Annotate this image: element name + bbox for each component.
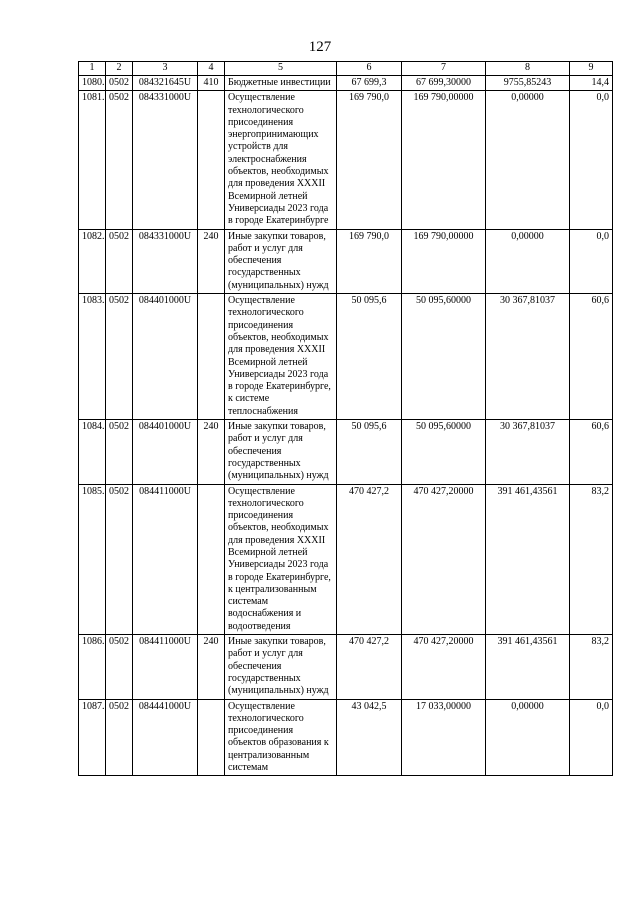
column-header: 6 — [337, 62, 402, 76]
percent-value: 0,0 — [570, 229, 613, 293]
plan-value: 50 095,6 — [337, 294, 402, 420]
table-row — [79, 91, 613, 229]
approved-value: 50 095,60000 — [402, 420, 486, 484]
plan-value: 470 427,2 — [337, 635, 402, 699]
column-header: 9 — [570, 62, 613, 76]
executed-value: 391 461,43561 — [486, 484, 570, 635]
target-code: 084401000U — [133, 420, 198, 484]
approved-value: 50 095,60000 — [402, 294, 486, 420]
table-row — [79, 484, 613, 635]
executed-value: 9755,85243 — [486, 76, 570, 91]
column-header: 8 — [486, 62, 570, 76]
section-code: 0502 — [106, 699, 133, 776]
section-code: 0502 — [106, 76, 133, 91]
column-header: 3 — [133, 62, 198, 76]
executed-value: 0,00000 — [486, 91, 570, 229]
section-code: 0502 — [106, 635, 133, 699]
row-number: 1085. — [79, 484, 106, 635]
table-row — [79, 420, 613, 484]
executed-value: 30 367,81037 — [486, 294, 570, 420]
executed-value: 0,00000 — [486, 229, 570, 293]
target-code: 084331000U — [133, 91, 198, 229]
item-name: Осуществление технологического присоединения объектов образования к централизованным системам — [225, 699, 337, 776]
column-header: 7 — [402, 62, 486, 76]
plan-value: 43 042,5 — [337, 699, 402, 776]
executed-value: 391 461,43561 — [486, 635, 570, 699]
expense-type: 240 — [198, 229, 225, 293]
item-name: Иные закупки товаров, работ и услуг для обеспечения государственных (муниципальных) нужд — [225, 420, 337, 484]
percent-value: 14,4 — [570, 76, 613, 91]
column-header: 5 — [225, 62, 337, 76]
percent-value: 83,2 — [570, 484, 613, 635]
section-code: 0502 — [106, 91, 133, 229]
target-code: 084331000U — [133, 229, 198, 293]
target-code: 084401000U — [133, 294, 198, 420]
approved-value: 169 790,00000 — [402, 91, 486, 229]
expense-type — [198, 699, 225, 776]
column-header: 4 — [198, 62, 225, 76]
approved-value: 67 699,30000 — [402, 76, 486, 91]
item-name: Иные закупки товаров, работ и услуг для обеспечения государственных (муниципальных) нужд — [225, 635, 337, 699]
section-code: 0502 — [106, 229, 133, 293]
page-number: 127 — [308, 39, 332, 55]
table-row — [79, 294, 613, 420]
percent-value: 60,6 — [570, 420, 613, 484]
row-number: 1083. — [79, 294, 106, 420]
header-row — [79, 62, 613, 76]
approved-value: 470 427,20000 — [402, 635, 486, 699]
table-row — [79, 699, 613, 776]
row-number: 1080. — [79, 76, 106, 91]
percent-value: 0,0 — [570, 91, 613, 229]
column-header: 1 — [79, 62, 106, 76]
item-name: Осуществление технологического присоединения энергопринимающих устройств для электроснабжения объектов, необходимых для проведения XXXII Всемирной летней Универсиады 2023 года в городе Екатеринбурге — [225, 91, 337, 229]
section-code: 0502 — [106, 294, 133, 420]
approved-value: 470 427,20000 — [402, 484, 486, 635]
percent-value: 83,2 — [570, 635, 613, 699]
budget-table — [78, 61, 613, 776]
table-row — [79, 229, 613, 293]
expense-type: 410 — [198, 76, 225, 91]
plan-value: 50 095,6 — [337, 420, 402, 484]
item-name: Осуществление технологического присоединения объектов, необходимых для проведения XXXII Всемирной летней Универсиады 2023 года в городе Екатеринбурге, к системе теплоснабжения — [225, 294, 337, 420]
expense-type: 240 — [198, 635, 225, 699]
expense-type: 240 — [198, 420, 225, 484]
row-number: 1087. — [79, 699, 106, 776]
plan-value: 67 699,3 — [337, 76, 402, 91]
target-code: 084321645U — [133, 76, 198, 91]
executed-value: 30 367,81037 — [486, 420, 570, 484]
approved-value: 169 790,00000 — [402, 229, 486, 293]
plan-value: 169 790,0 — [337, 229, 402, 293]
table-row — [79, 635, 613, 699]
percent-value: 60,6 — [570, 294, 613, 420]
expense-type — [198, 91, 225, 229]
percent-value: 0,0 — [570, 699, 613, 776]
item-name: Осуществление технологического присоединения объектов, необходимых для проведения XXXII Всемирной летней Универсиады 2023 года в городе Екатеринбурге, к централизованным системам водоснабжения и водоотведения — [225, 484, 337, 635]
row-number: 1082. — [79, 229, 106, 293]
row-number: 1084. — [79, 420, 106, 484]
target-code: 084411000U — [133, 484, 198, 635]
section-code: 0502 — [106, 420, 133, 484]
item-name: Бюджетные инвестиции — [225, 76, 337, 91]
column-header: 2 — [106, 62, 133, 76]
row-number: 1086. — [79, 635, 106, 699]
target-code: 084441000U — [133, 699, 198, 776]
section-code: 0502 — [106, 484, 133, 635]
plan-value: 470 427,2 — [337, 484, 402, 635]
approved-value: 17 033,00000 — [402, 699, 486, 776]
item-name: Иные закупки товаров, работ и услуг для обеспечения государственных (муниципальных) нужд — [225, 229, 337, 293]
row-number: 1081. — [79, 91, 106, 229]
plan-value: 169 790,0 — [337, 91, 402, 229]
table-row — [79, 76, 613, 91]
expense-type — [198, 294, 225, 420]
target-code: 084411000U — [133, 635, 198, 699]
executed-value: 0,00000 — [486, 699, 570, 776]
expense-type — [198, 484, 225, 635]
